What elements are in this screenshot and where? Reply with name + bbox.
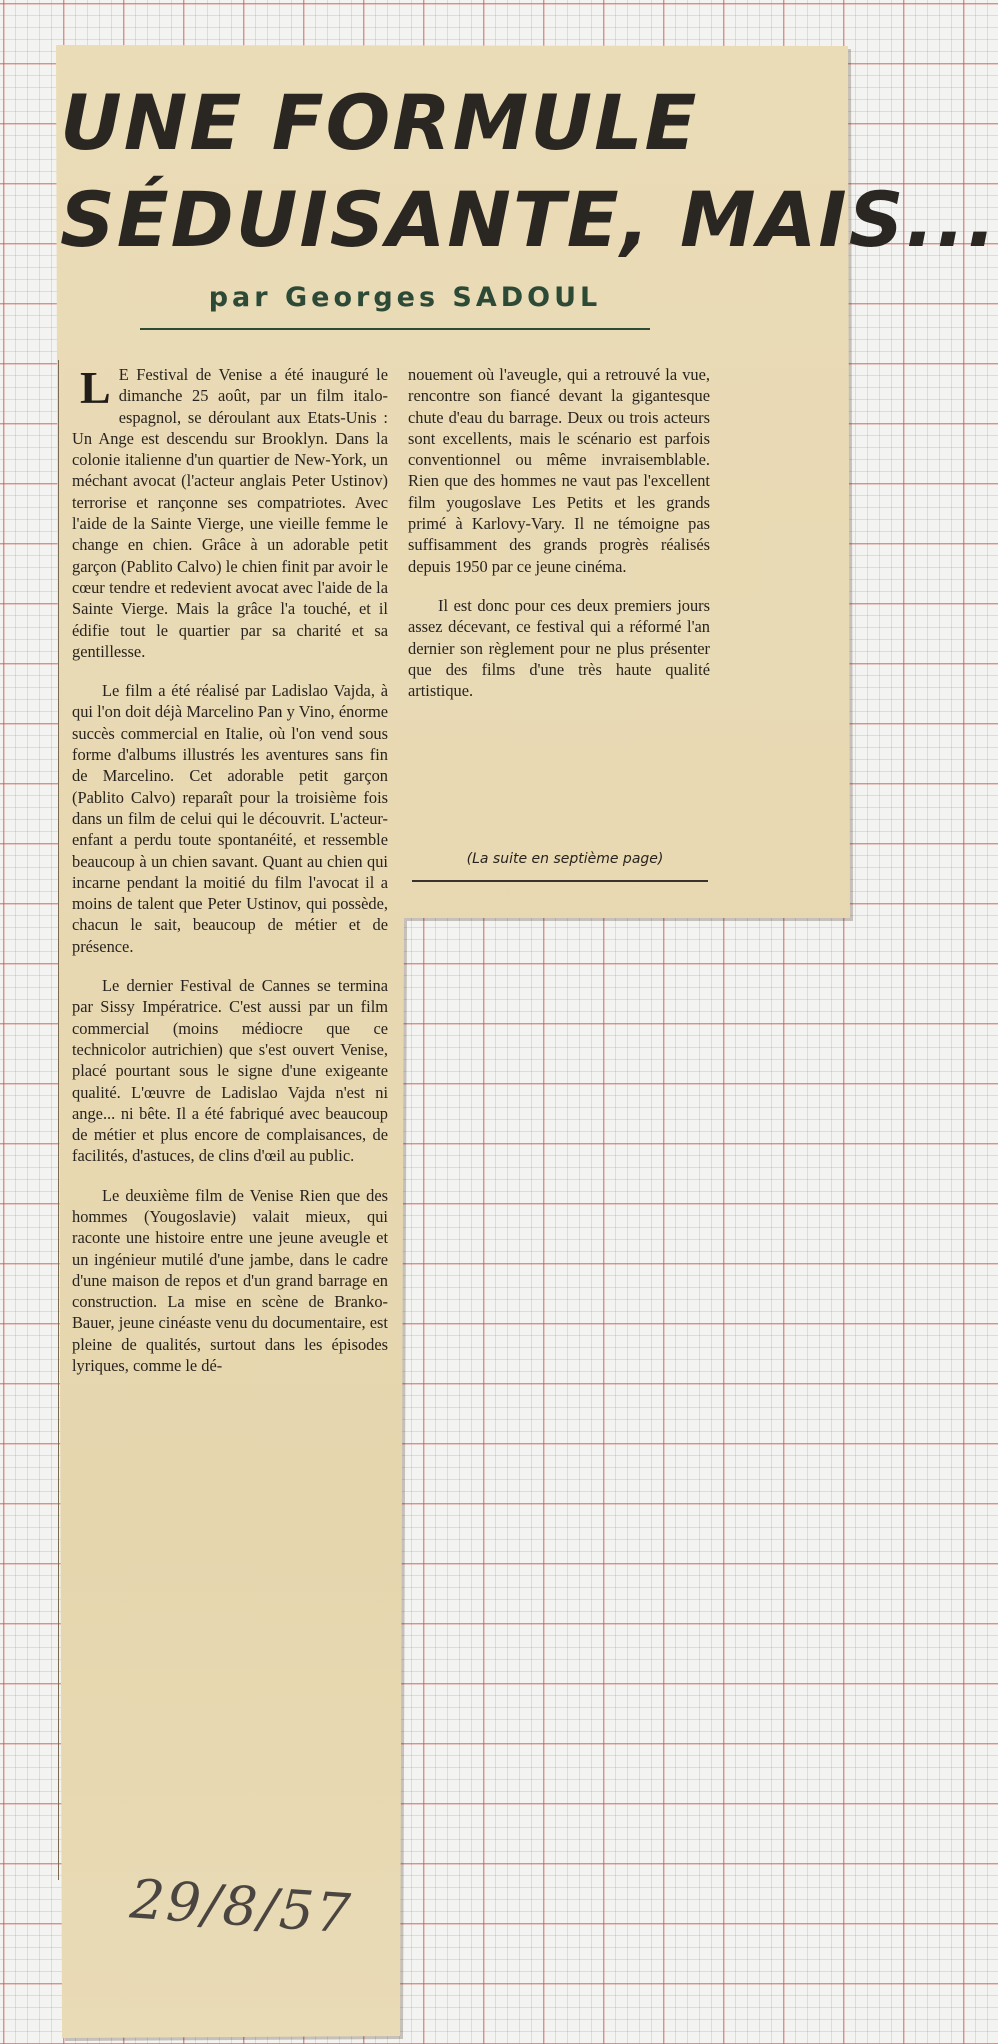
paragraph-4: Le deuxième film de Venise Rien que des hommes (Yougoslavie) valait mieux, qui raconte une histoire entre une jeune aveugle et un ingénieur mutilé d'une jambe, dans le cadre d'une maison de repos et d'un grand barrage en construction. La mise en scène de Branko-Bauer, jeune cinéaste venu du documentaire, est pleine de qualités, surtout dans les épisodes lyriques, comme le dé- (72, 1185, 388, 1376)
paragraph-2: Le film a été réalisé par Ladislao Vajda, à qui l'on doit déjà Marcelino Pan y Vino, énorme succès commercial en Italie, où l'on vend sous forme d'albums illustrés les aventures sans fin de Marcelino. Cet adorable petit garçon (Pablito Calvo) reparaît pour la troisième fois dans un film de celui qui le découvrit. L'acteur-enfant a perdu toute spontanéité, et ressemble beaucoup à un chien savant. Quant au chien qui incarne pendant la moitié du film l'avocat il a moins de talent que Peter Ustinov, qui possède, chacun le sait, beaucoup de métier et de présence. (72, 681, 388, 956)
headline-line-1: UNE FORMULE (60, 78, 699, 167)
article-column-right (408, 364, 710, 719)
column-left-border (58, 360, 59, 1880)
handwritten-date: 29/8/57 (128, 1867, 355, 1946)
paragraph-1-text: E Festival de Venise a été inauguré le dimanche 25 août, par un film italo-espagnol, se déroulant aux Etats-Unis : Un Ange est descendu sur Brooklyn. Dans la colonie italienne d'un quartier de New-York, un méchant avocat (l'acteur anglais Peter Ustinov) terrorise et rançonne ses compatriotes. Avec l'aide de la Sainte Vierge, une vieille femme le change en chien. Grâce à un adorable petit garçon (Pablito Calvo) le chien finit par avoir le cœur tendre et redevient avocat avec l'aide de la Sainte Vierge. Mais la grâce l'a touché, et il édifie tout le quartier par sa charité et sa gentillesse. (72, 365, 388, 661)
paragraph-6: Il est donc pour ces deux premiers jours assez décevant, ce festival qui a réformé l'an dernier son règlement pour ne plus présenter que des films d'une très haute qualité artistique. (408, 595, 710, 701)
paragraph-1 (72, 364, 388, 662)
continuation-note: (La suite en septième page) (466, 851, 664, 867)
article-column-left (72, 364, 388, 1394)
drop-cap: L (80, 362, 111, 413)
headline-line-2: SÉDUISANTE, MAIS... (60, 175, 998, 264)
column-end-rule (412, 880, 708, 882)
byline: par Georges SADOUL (208, 282, 602, 313)
paragraph-3: Le dernier Festival de Cannes se termina par Sissy Impératrice. C'est aussi par un film commercial (moins médiocre que ce technicolor autrichien) que s'est ouvert Venise, placé pourtant sous le signe d'une exigeante qualité. L'œuvre de Ladislao Vajda n'est ni ange... ni bête. Il a été fabriqué avec beaucoup de métier et plus encore de complaisances, de facilités, d'astuces, de clins d'œil au public. (72, 976, 388, 1166)
byline-rule (140, 328, 650, 330)
paragraph-5: nouement où l'aveugle, qui a retrouvé la vue, rencontre son fiancé devant la gigantesque chute d'eau du barrage. Deux ou trois acteurs sont excellents, mais le scénario est parfois conventionnel ou même invraisemblable. Rien que des hommes ne vaut pas l'excellent film yougoslave Les Petits et les grands primé à Karlovy-Vary. Il ne témoigne pas suffisamment des grands progrès réalisés depuis 1950 par ce jeune cinéma. (408, 365, 710, 576)
